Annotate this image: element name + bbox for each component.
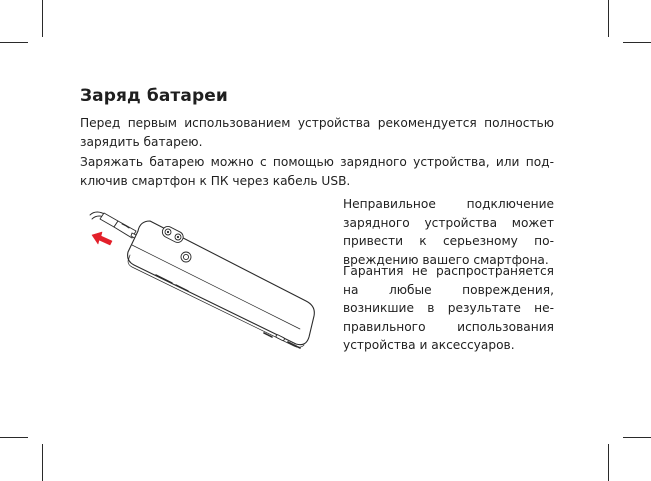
crop-mark: [42, 0, 43, 37]
insert-arrow-icon: [92, 232, 112, 245]
crop-mark: [0, 42, 28, 43]
crop-mark: [623, 42, 651, 43]
crop-mark: [608, 444, 609, 481]
recommendation-paragraph: Перед первым использованием устройства рекомендуется полностью зарядить батарею.: [80, 116, 554, 149]
crop-mark: [608, 0, 609, 37]
phone-charging-icon: [88, 205, 320, 355]
warning-paragraph: Неправильное подключение зарядного устройства может привести к серьезному повреждению вашего смартфона.: [343, 197, 554, 267]
warranty-paragraph: Гарантия не распространяется на любые повреждения, возникшие в результате неправильного использования устройства и аксессуаров.: [343, 264, 554, 352]
crop-mark: [42, 444, 43, 481]
crop-mark: [623, 437, 651, 438]
charging-methods-paragraph: Заряжать батарею можно с помощью зарядного устройства, или подключив смартфон к ПК через кабель USB.: [80, 155, 554, 188]
phone-charging-illustration: [88, 205, 320, 355]
crop-mark: [0, 437, 28, 438]
page-title: Заряд батареи: [80, 86, 228, 107]
